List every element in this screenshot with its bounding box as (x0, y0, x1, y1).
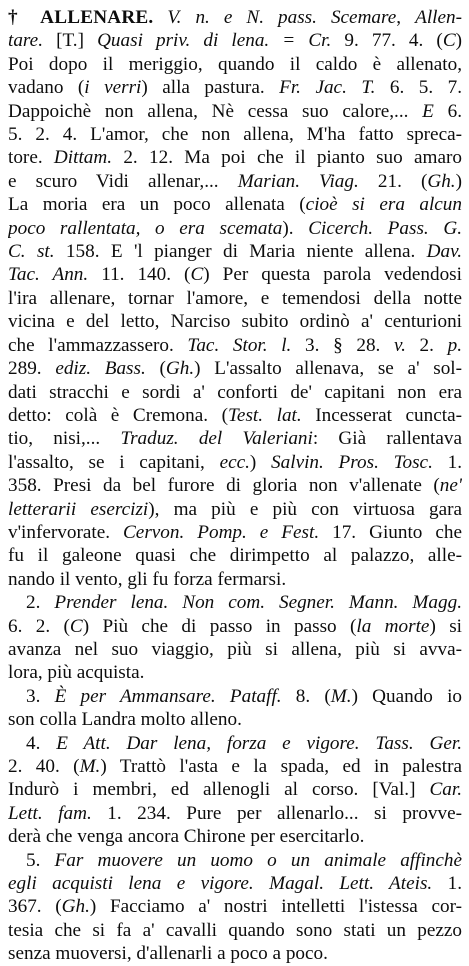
italic-text: Gh. (165, 358, 195, 380)
entry-line (8, 146, 462, 169)
text-segment: ), ma più e più con virtuosa gara (148, 498, 462, 520)
entry-line (8, 310, 462, 333)
text-segment: ) alla pastura. (141, 77, 280, 99)
text-segment: detto: colà è Cremona. ( (8, 404, 229, 426)
entry-line (8, 100, 462, 123)
text-segment: 9. 77. 4. ( (331, 30, 443, 52)
text-segment: 2. (26, 592, 55, 614)
text-segment: avanza nel suo viaggio, più si allena, più si avva- (8, 638, 462, 660)
italic-text: letterarii esercizi (8, 498, 149, 520)
entry-line (8, 755, 462, 778)
text-segment: 21. ( (358, 170, 428, 192)
italic-text: Cervon. Pomp. e Fest. (123, 521, 320, 543)
entry-line (8, 591, 462, 614)
italic-text: E (422, 100, 434, 122)
text-segment: 5. 2. 4. L'amor, che non allena, M'ha fatto sprecа- (8, 124, 462, 146)
italic-text: la morte (356, 615, 430, 637)
text-segment: ) Trattò l'asta e la spada, ed in palestra (100, 756, 462, 777)
entry-line (8, 240, 462, 263)
text-segment: : Già rallentava (312, 428, 462, 450)
text-segment: ) (249, 451, 272, 473)
entry-line (8, 708, 462, 731)
text-segment: ) Quando io (351, 685, 462, 707)
text-segment: 6. (433, 100, 462, 122)
text-segment: tore. (8, 147, 54, 169)
italic-text: i verri (84, 77, 142, 99)
entry-line (8, 381, 462, 404)
text-segment: ) (455, 30, 462, 52)
italic-text: Test. lat. (228, 404, 302, 426)
italic-text: C (190, 264, 204, 286)
text-segment: derà che venga ancora Chirone per esercitarlo. (8, 826, 365, 848)
entry-line (8, 193, 462, 216)
italic-text: tare. (8, 30, 43, 52)
italic-text: Quasi priv. di lena. = Cr. (97, 30, 332, 52)
text-segment: 3. (26, 685, 55, 707)
text-segment: dati stracchi e sordi a' conforti de' capitani non era (8, 381, 462, 403)
text-segment: Indurò i membri, ed allenogli al corso. [Val.] (8, 779, 430, 801)
entry-line (8, 404, 462, 427)
text-segment: ) (455, 170, 462, 192)
text-segment: ) Più che di passo in passo ( (82, 615, 357, 637)
text-segment: 4. (26, 732, 57, 754)
italic-text: egli acquisti lena e vigore. Magal. Lett. Ateis. (8, 873, 433, 895)
italic-text: Tac. Stor. l. (187, 334, 292, 356)
entry-line (8, 6, 462, 29)
entry-line (8, 895, 462, 918)
italic-text: Far muovere un uomo o un animale affinchè (54, 849, 462, 871)
italic-text: Cicerch. Pass. G. (308, 217, 462, 239)
text-segment: l'ira allenare, tornar l'amore, e temendosi della notte (8, 287, 462, 309)
entry-line (8, 872, 462, 895)
entry-line (8, 942, 462, 965)
text-segment: tio, nisi,... (8, 428, 121, 450)
italic-text: Prender lena. Non com. Segner. Mann. Magg. (54, 592, 462, 614)
text-segment: ) Per questa parola vedendosi (203, 264, 462, 286)
italic-text: Gh. (427, 170, 456, 192)
italic-text: ecc. (219, 451, 250, 473)
entry-line (8, 661, 462, 684)
text-segment: ). (282, 217, 309, 239)
entry-line (8, 287, 462, 310)
italic-text: Marian. Viag. (237, 170, 359, 192)
entry-line (8, 778, 462, 801)
entry-line (8, 638, 462, 661)
text-segment: [T.] (43, 30, 98, 52)
text-segment: 158. E 'l pianger di Maria niente allena. (54, 241, 427, 263)
italic-text: Fr. Jac. T. (279, 77, 376, 99)
italic-text: È per Ammansare. Pataff. (54, 685, 282, 707)
text-segment: 2. 12. Ma poi che il pianto suo amaro (112, 147, 462, 169)
entry-line (8, 474, 462, 497)
italic-text: C. st. (8, 241, 55, 263)
entry-line (8, 170, 462, 193)
text-segment: 11. 140. ( (88, 264, 191, 286)
italic-text: Lett. fam. (8, 802, 92, 824)
text-segment: , (396, 7, 416, 28)
entry-line (8, 521, 462, 544)
entry-line (8, 685, 462, 708)
italic-text: C (442, 30, 456, 52)
text-segment: nando il vento, gli fu forza fermarsi. (8, 568, 287, 590)
entry-line (8, 334, 462, 357)
text-segment: e scuro Vidi allenar,... (8, 170, 238, 192)
text-segment: ) si (429, 615, 462, 637)
entry-line (8, 568, 462, 591)
italic-text: ediz. Bass. (55, 358, 146, 380)
text-segment: vadano ( (8, 77, 85, 99)
entry-line (8, 263, 462, 286)
italic-text: poco rallentata, o era scemata (8, 217, 283, 239)
text-segment: ( (145, 358, 166, 380)
text-segment: 358. Presi da bel furore di gloria non v'allenate ( (8, 475, 440, 497)
italic-text: v. (394, 334, 406, 356)
entry-line (8, 849, 462, 872)
italic-text: Gh. (61, 896, 90, 918)
text-segment: 2. (405, 334, 448, 356)
text-segment: 2. 40. ( (8, 756, 80, 777)
text-segment: l'assalto, se i capitani, (8, 451, 220, 473)
text-segment: che l'ammazzassero. (8, 334, 188, 356)
entry-line (8, 76, 462, 99)
text-segment: senza muoversi, d'allenarli a poco a poco. (8, 943, 328, 965)
text-segment: 1. (432, 451, 462, 473)
text-segment (153, 7, 167, 28)
entry-line (8, 123, 462, 146)
italic-text: Tac. Ann. (8, 264, 89, 286)
italic-text: Dav. (426, 241, 462, 263)
italic-text: C (69, 615, 83, 637)
text-segment: 3. § 28. (291, 334, 394, 356)
entry-line (8, 29, 462, 52)
text-segment: lora, più acquista. (8, 662, 145, 684)
text-segment: 17. Giunto che (319, 521, 462, 543)
italic-text: Traduz. del Valeriani (120, 428, 313, 450)
text-segment: ) L'assalto allenava, se a' sol- (194, 358, 462, 380)
italic-text: Allen- (415, 7, 462, 28)
entry-line (8, 357, 462, 380)
entry-line (8, 544, 462, 567)
entry-line (8, 825, 462, 848)
text-segment: 5. (26, 849, 55, 871)
text-segment: Incesserat cuncta- (301, 404, 462, 426)
entry-line (8, 498, 462, 521)
text-segment: 289. (8, 358, 56, 380)
text-segment: Dappoichè non allena, Nè cessa suo calore,... (8, 100, 423, 122)
italic-text: ne' (439, 475, 462, 497)
text-segment: tesia che si fa a' cavalli quando sono stati un pezzo (8, 919, 462, 941)
italic-text: M. (79, 756, 101, 777)
text-segment: 367. ( (8, 896, 62, 918)
entry-line (8, 732, 462, 755)
italic-text: E Att. Dar lena, forza e vigore. Tass. Ger. (56, 732, 462, 754)
italic-text: M. (330, 685, 352, 707)
text-segment: 6. 5. 7. (375, 77, 462, 99)
text-segment: 8. ( (281, 685, 331, 707)
italic-text: Salvin. Pros. Tosc. (271, 451, 433, 473)
text-segment: La moria era un poco allenata ( (8, 194, 306, 216)
text-segment: son colla Landra molto alleno. (8, 709, 242, 731)
entry-line (8, 427, 462, 450)
entry-line (8, 802, 462, 825)
entry-line (8, 451, 462, 474)
text-segment: fu il galeone quasi che dirimpetto al palazzo, alle- (8, 545, 462, 567)
text-segment: 1. 234. Pure per allenarlo... si provve- (91, 802, 462, 824)
italic-text: cioè si era alcun (305, 194, 462, 216)
entry-line (8, 217, 462, 240)
text-segment: 1. (432, 873, 462, 895)
italic-text: Car. (429, 779, 462, 801)
entry-line (8, 53, 462, 76)
italic-text: V. n. e N. pass. Scemare (167, 7, 397, 28)
text-segment: Poi dopo il meriggio, quando il caldo è allenato, (8, 53, 462, 75)
text-segment: vicina e del letto, Narciso subito ordinò a' centurioni (8, 311, 462, 333)
text-segment: 6. 2. ( (8, 615, 70, 637)
entry-line (8, 919, 462, 942)
text-segment: v'infervorate. (8, 521, 123, 543)
italic-text: p. (447, 334, 462, 356)
headword: † ALLENARE. (8, 7, 154, 28)
italic-text: Dittam. (53, 147, 113, 169)
entry-line (8, 615, 462, 638)
text-segment: ) Facciamo a' nostri intelletti l'istessa cor- (89, 896, 462, 918)
